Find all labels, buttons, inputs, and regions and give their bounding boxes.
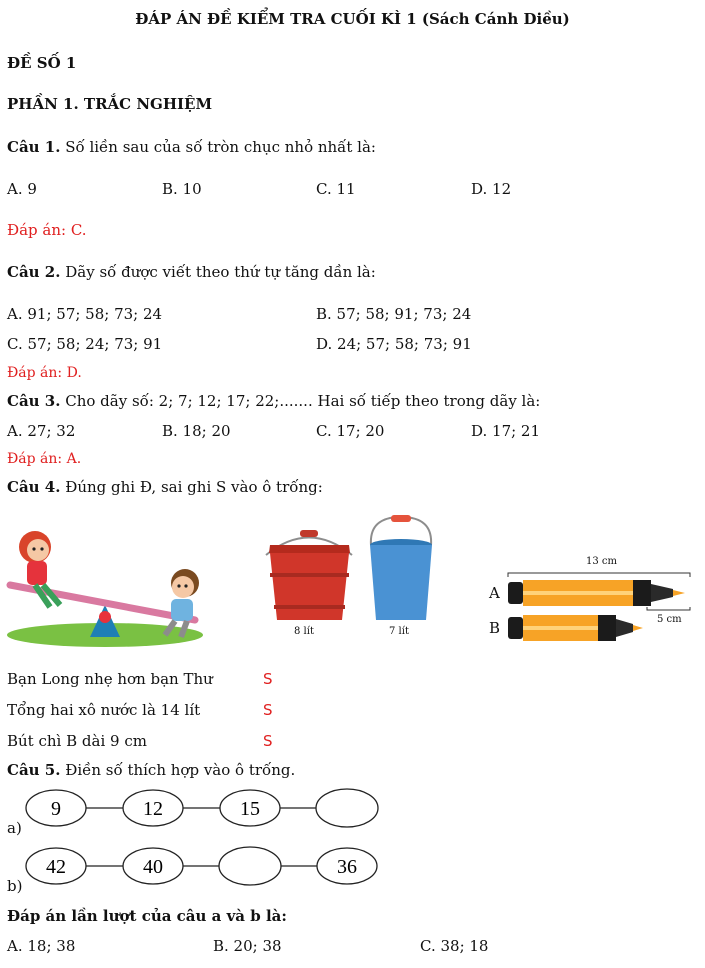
q3-option-b: B. 18; 20	[162, 422, 231, 440]
bucket-label-7: 7 lít	[389, 626, 409, 637]
row-b-label: b)	[7, 877, 23, 895]
row-a-value-2: 12	[143, 798, 163, 820]
question-4-label: Câu 4.	[7, 478, 61, 496]
question-2-label: Câu 2.	[7, 263, 61, 281]
row-b-value-2: 40	[143, 856, 163, 878]
pen-label-b: B	[489, 619, 501, 637]
page-title: ĐÁP ÁN ĐỀ KIỂM TRA CUỐI KÌ 1 (Sách Cánh Diều)	[135, 10, 570, 28]
q1-answer: Đáp án: C.	[7, 221, 87, 239]
q2-option-b: B. 57; 58; 91; 73; 24	[316, 305, 472, 323]
row-a-value-3: 15	[240, 798, 260, 820]
question-1-label: Câu 1.	[7, 138, 61, 156]
q2-option-d: D. 24; 57; 58; 73; 91	[316, 335, 472, 353]
q5-answer-prompt: Đáp án lần lượt của câu a và b là:	[7, 907, 287, 925]
part-heading: PHẦN 1. TRẮC NGHIỆM	[7, 95, 213, 113]
pen-label-a: A	[489, 584, 500, 602]
question-5-text: Điền số thích hợp vào ô trống.	[65, 761, 296, 779]
row-b-value-4: 36	[337, 856, 357, 878]
q1-option-b: B. 10	[162, 180, 202, 198]
statement-1-mark: S	[263, 670, 273, 688]
q1-option-a: A. 9	[7, 180, 37, 198]
q5-option-a: A. 18; 38	[7, 937, 76, 955]
statement-2: Tổng hai xô nước là 14 lít	[7, 701, 201, 719]
bucket-label-8: 8 lít	[294, 626, 314, 637]
statement-3-mark: S	[263, 732, 273, 750]
row-a-oval-4	[316, 789, 378, 827]
question-3-text: Cho dãy số: 2; 7; 12; 17; 22;....... Hai số tiếp theo trong dãy là:	[65, 392, 541, 410]
q3-answer: Đáp án: A.	[7, 451, 82, 467]
exam-heading: ĐỀ SỐ 1	[7, 54, 77, 72]
question-3-label: Câu 3.	[7, 392, 61, 410]
question-2-text: Dãy số được viết theo thứ tự tăng dần là:	[65, 263, 376, 281]
row-b-oval-3	[219, 847, 281, 885]
question-5-label: Câu 5.	[7, 761, 61, 779]
q2-answer: Đáp án: D.	[7, 365, 82, 381]
question-1-text: Số liền sau của số tròn chục nhỏ nhất là:	[65, 138, 376, 156]
q2-option-c: C. 57; 58; 24; 73; 91	[7, 335, 163, 353]
q1-option-c: C. 11	[316, 180, 356, 198]
row-b-value-1: 42	[46, 856, 66, 878]
q3-option-a: A. 27; 32	[7, 422, 76, 440]
statement-1: Bạn Long nhẹ hơn bạn Thư	[7, 670, 213, 688]
q3-option-c: C. 17; 20	[316, 422, 385, 440]
pen-length-13cm: 13 cm	[586, 556, 617, 567]
q3-option-d: D. 17; 21	[471, 422, 541, 440]
q5-option-c: C. 38; 18	[420, 937, 489, 955]
q5-option-b: B. 20; 38	[213, 937, 282, 955]
q1-option-d: D. 12	[471, 180, 512, 198]
row-a-label: a)	[7, 819, 22, 837]
question-4-text: Đúng ghi Đ, sai ghi S vào ô trống:	[65, 478, 323, 496]
row-a-value-1: 9	[51, 798, 61, 820]
q2-option-a: A. 91; 57; 58; 73; 24	[7, 305, 163, 323]
statement-3: Bút chì B dài 9 cm	[7, 732, 147, 750]
statement-2-mark: S	[263, 701, 273, 719]
pen-length-5cm: 5 cm	[657, 614, 682, 625]
